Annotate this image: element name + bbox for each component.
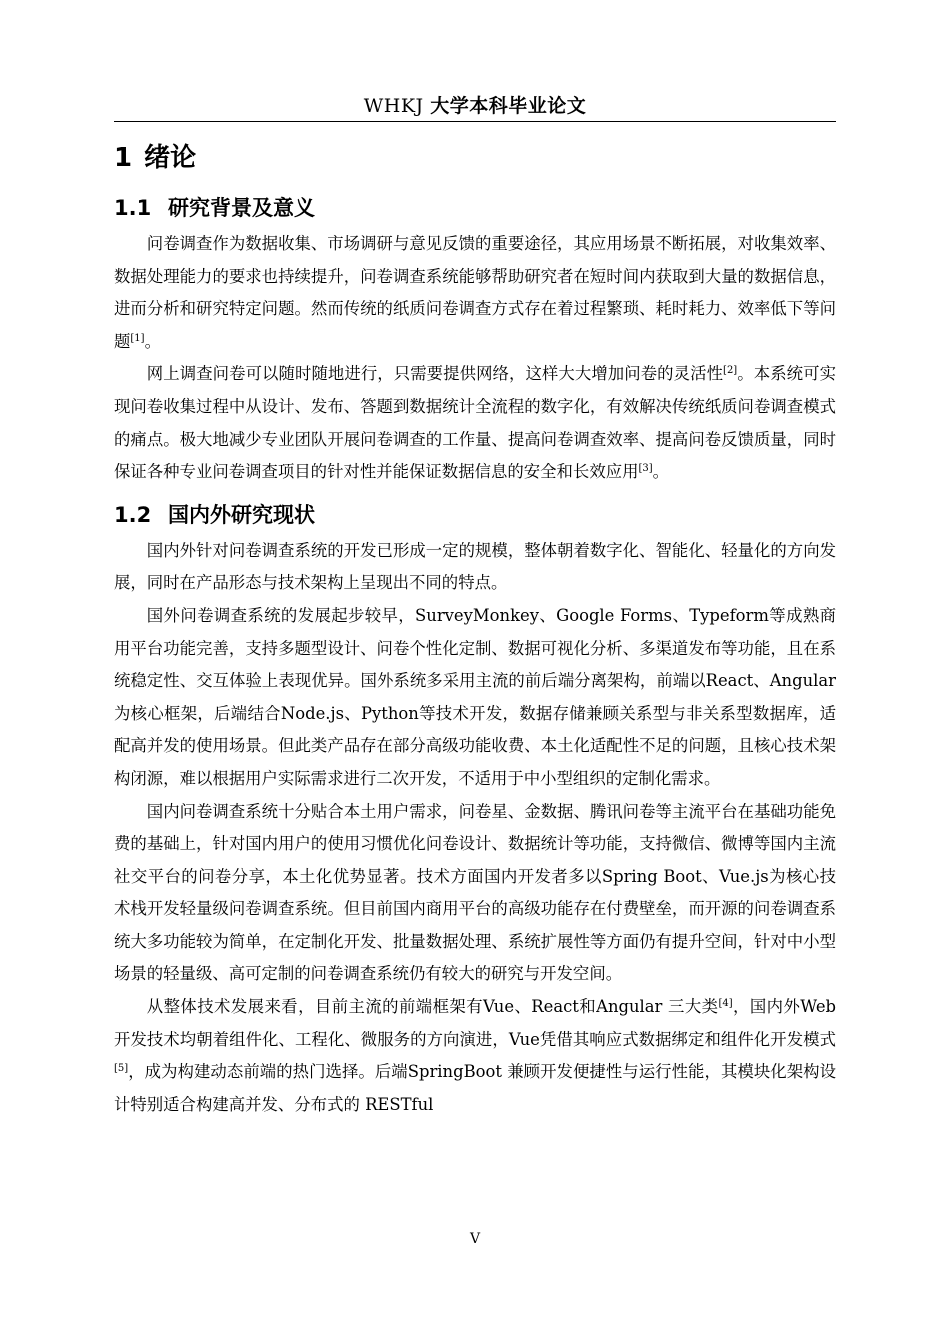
paragraph-text: 网上调查问卷可以随时随地进行，只需要提供网络，这样大大增加问卷的灵活性 (146, 364, 724, 384)
citation: [3] (638, 463, 653, 475)
chapter-title: 绪论 (144, 143, 197, 173)
citation: [1] (130, 332, 145, 344)
paragraph-text: 问卷调查作为数据收集、市场调研与意见反馈的重要途径，其应用场景不断拓展，对收集效率、数据处理能力的要求也持续提升，问卷调查系统能够帮助研究者在短时间内获取到大量的数据信息，进而分析和研究特定问题。然而传统的纸质问卷调查方式存在着过程繁琐、耗时耗力、效率低下等问题 (114, 234, 836, 351)
chapter-number: 1 (114, 143, 133, 173)
citation: [2] (723, 365, 738, 377)
header-title: 大学本科毕业论文 (430, 95, 587, 117)
header-rule (114, 121, 836, 122)
paragraph (114, 228, 836, 358)
paragraph-text: ，成为构建动态前端的热门选择。后端SpringBoot 兼顾开发便捷性与运行性能，其模块化架构设计特别适合构建高并发、分布式的 RESTful (114, 1062, 836, 1114)
page-number: V (469, 1231, 481, 1247)
paragraph (114, 796, 836, 992)
paragraph (114, 535, 836, 600)
paragraph-text: 国外问卷调查系统的发展起步较早，SurveyMonkey、Google Forms、Typeform等成熟商用平台功能完善，支持多题型设计、问卷个性化定制、数据可视化分析、多渠道发布等功能，且在系统稳定性、交互体验上表现优异。国外系统多采用主流的前后端分离架构，前端以React、Angular为核心框架，后端结合Node.js、Python等技术开发，数据存储兼顾关系型与非关系型数据库，适配高并发的使用场景。但此类产品存在部分高级功能收费、本土化适配性不足的问题，且核心技术架构闭源，难以根据用户实际需求进行二次开发，不适用于中小型组织的定制化需求。 (114, 605, 836, 788)
paragraph (114, 991, 836, 1121)
section-number: 1.1 (114, 196, 152, 220)
citation: [5] (114, 1063, 129, 1075)
page-content (114, 136, 836, 1121)
paragraph-text: 。 (652, 462, 670, 482)
paragraph-text: ，国内外Web开发技术均朝着组件化、工程化、微服务的方向演进，Vue凭借其响应式数据绑定和组件化开发模式 (114, 997, 837, 1049)
paragraph (114, 600, 836, 796)
page-header (114, 92, 836, 120)
paragraph-text: 国内外针对问卷调查系统的开发已形成一定的规模，整体朝着数字化、智能化、轻量化的方向发展，同时在产品形态与技术架构上呈现出不同的特点。 (114, 540, 836, 593)
section-heading (114, 192, 836, 224)
header-prefix: WHKJ (363, 95, 424, 117)
section-number: 1.2 (114, 502, 152, 527)
paragraph-text: 从整体技术发展来看，目前主流的前端框架有Vue、React和Angular 三大类 (146, 997, 719, 1017)
section-title: 研究背景及意义 (168, 196, 315, 220)
paragraph (114, 358, 836, 488)
section-title: 国内外研究现状 (168, 502, 315, 527)
paragraph-text: 。 (144, 331, 161, 351)
section-heading (114, 499, 836, 531)
paragraph-text: 国内问卷调查系统十分贴合本土用户需求，问卷星、金数据、腾讯问卷等主流平台在基础功能免费的基础上，针对国内用户的使用习惯优化问卷设计、数据统计等功能，支持微信、微博等国内主流社交平台的问卷分享，本土化优势显著。技术方面国内开发者多以Spring Boot、Vue.js为核心技术栈开发轻量级问卷调查系统。但目前国内商用平台的高级功能存在付费壁垒，而开源的问卷调查系统大多功能较为简单，在定制化开发、批量数据处理、系统扩展性等方面仍有提升空间，针对中小型场景的轻量级、高可定制的问卷调查系统仍有较大的研究与开发空间。 (114, 801, 836, 984)
chapter-heading (114, 136, 836, 182)
citation: [4] (718, 998, 733, 1010)
paragraph-text: 。本系统可实现问卷收集过程中从设计、发布、答题到数据统计全流程的数字化，有效解决传统纸质问卷调查模式的痛点。极大地减少专业团队开展问卷调查的工作量、提高问卷调查效率、提高问卷反馈质量，同时保证各种专业问卷调查项目的针对性并能保证数据信息的安全和长效应用 (114, 364, 837, 482)
